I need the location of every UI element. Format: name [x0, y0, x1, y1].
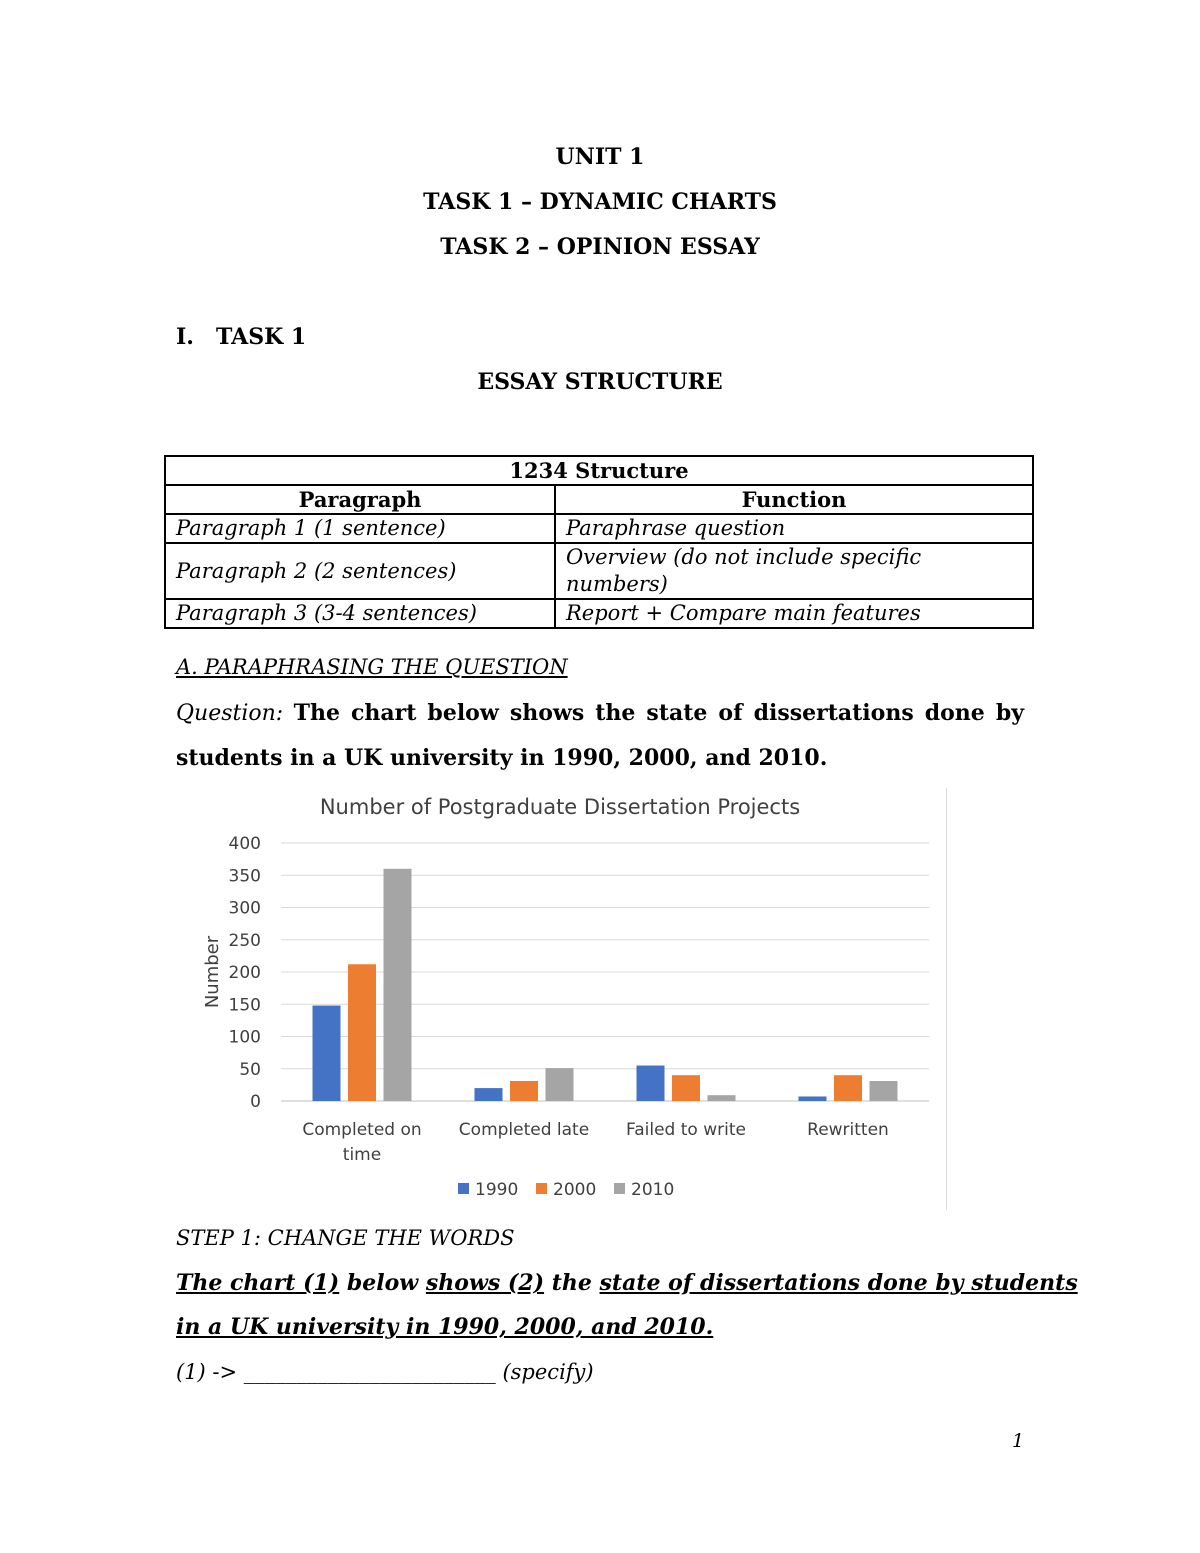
question-line-2: students in a UK university in 1990, 2000, and 2010. [176, 745, 828, 771]
x-tick-label: Completed on [302, 1120, 422, 1140]
table-cell: Paragraph 2 (2 sentences) [165, 543, 555, 599]
y-tick-label: 350 [228, 866, 261, 887]
bar-2010 [384, 869, 412, 1101]
table-cell: Overview (do not include specific numbers) [555, 543, 1033, 599]
bar-1990 [313, 1006, 341, 1101]
question-line-1 [176, 700, 1024, 726]
structure-table [164, 455, 1034, 629]
bar-2000 [510, 1081, 538, 1101]
table-cell: Paragraph 3 (3-4 sentences) [165, 599, 555, 628]
legend-label: 2000 [553, 1180, 597, 1200]
bar-1990 [799, 1096, 827, 1101]
x-tick-label: time [342, 1145, 382, 1165]
y-tick-label: 150 [228, 995, 261, 1016]
unit-heading: UNIT 1 [555, 144, 645, 170]
table-cell: Paragraph 1 (1 sentence) [165, 514, 555, 543]
legend-label: 1990 [475, 1180, 519, 1200]
task2-heading: TASK 2 – OPINION ESSAY [440, 234, 760, 260]
bar-2000 [672, 1075, 700, 1101]
bar-2010 [546, 1068, 574, 1101]
y-tick-label: 0 [250, 1092, 261, 1112]
question-text-1: The chart below shows the state of dissertations done by [293, 700, 1024, 726]
table-cell: Paraphrase question [555, 514, 1033, 543]
task1-heading: TASK 1 – DYNAMIC CHARTS [423, 189, 777, 215]
bar-2000 [834, 1075, 862, 1101]
bar-1990 [637, 1066, 665, 1101]
y-axis-label: Number [202, 935, 223, 1009]
section-i-roman: I. [176, 324, 194, 350]
bar-2010 [708, 1095, 736, 1101]
y-tick-label: 250 [228, 930, 261, 951]
y-tick-label: 50 [239, 1059, 261, 1080]
y-tick-label: 100 [228, 1027, 261, 1048]
phrase-the: the [544, 1270, 600, 1296]
section-i-title: TASK 1 [215, 324, 307, 350]
essay-structure-title: ESSAY STRUCTURE [477, 369, 723, 395]
fill-in-line: (1) -> ________________________ (specify) [176, 1360, 594, 1384]
table-row [165, 543, 1033, 599]
y-tick-label: 200 [228, 963, 261, 983]
step1-sentence-line-1 [176, 1270, 1078, 1296]
y-tick-label: 400 [228, 834, 261, 854]
structure-table-title: 1234 Structure [165, 456, 1033, 485]
chart-title: Number of Postgraduate Dissertation Projects [319, 795, 801, 819]
page-number: 1 [1012, 1430, 1025, 1452]
phrase-state-of-dissertations: state of dissertations done by students [599, 1270, 1078, 1296]
phrase-below: below [339, 1270, 426, 1296]
step1-sentence-line-2: in a UK university in 1990, 2000, and 2010. [176, 1314, 714, 1340]
y-tick-label: 300 [228, 898, 261, 919]
section-i-heading [176, 324, 306, 350]
section-a-heading: A. PARAPHRASING THE QUESTION [176, 655, 568, 679]
x-tick-label: Rewritten [807, 1120, 889, 1140]
table-header-paragraph: Paragraph [165, 485, 555, 514]
bar-chart [196, 788, 941, 1210]
table-row [165, 514, 1033, 543]
table-header-function: Function [555, 485, 1033, 514]
x-tick-label: Failed to write [626, 1120, 746, 1140]
bar-1990 [475, 1088, 503, 1101]
legend-swatch-2000 [536, 1183, 547, 1194]
table-row [165, 599, 1033, 628]
legend-label: 2010 [631, 1180, 675, 1200]
table-cell: Report + Compare main features [555, 599, 1033, 628]
bar-2010 [870, 1081, 898, 1101]
x-tick-label: Completed late [458, 1120, 590, 1140]
bar-2000 [348, 964, 376, 1101]
legend-swatch-2010 [614, 1183, 625, 1194]
phrase-shows: shows (2) [425, 1270, 545, 1296]
question-label: Question: [176, 701, 284, 726]
chart-border [946, 788, 947, 1210]
step1-title: STEP 1: CHANGE THE WORDS [176, 1226, 515, 1250]
legend-swatch-1990 [458, 1183, 469, 1194]
phrase-the-chart: The chart (1) [176, 1270, 340, 1296]
